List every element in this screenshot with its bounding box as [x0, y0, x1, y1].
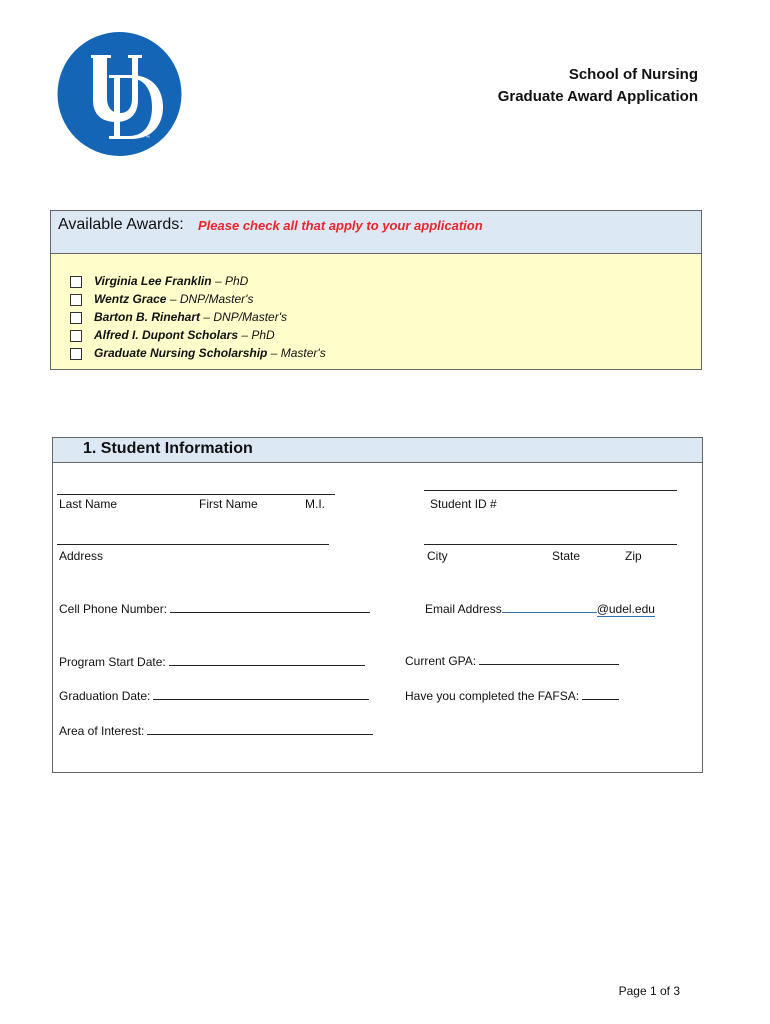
program-start-label: Program Start Date: — [59, 655, 166, 669]
award-name: Graduate Nursing Scholarship — [94, 346, 268, 360]
email-label: Email Address — [425, 602, 502, 616]
graduation-date-field[interactable] — [59, 687, 369, 703]
student-id-field-line[interactable] — [424, 490, 677, 491]
state-label: State — [552, 549, 581, 563]
award-degree: – DNP/Master's — [203, 310, 288, 324]
zip-label: Zip — [625, 549, 642, 563]
award-checkbox[interactable] — [70, 276, 82, 288]
university-logo — [57, 31, 182, 157]
available-awards-section — [50, 210, 702, 370]
area-of-interest-input-line[interactable] — [147, 722, 373, 735]
application-title: Graduate Award Application — [497, 88, 698, 105]
student-id-label: Student ID # — [430, 497, 497, 511]
award-degree: – PhD — [241, 328, 275, 342]
current-gpa-input-line[interactable] — [479, 652, 619, 665]
award-item — [70, 273, 248, 289]
award-checkbox[interactable] — [70, 348, 82, 360]
award-checkbox[interactable] — [70, 312, 82, 324]
award-degree: – Master's — [270, 346, 326, 360]
program-start-input-line[interactable] — [169, 653, 365, 666]
award-checkbox[interactable] — [70, 294, 82, 306]
award-item — [70, 327, 275, 343]
award-item — [70, 345, 326, 361]
student-info-header — [53, 438, 702, 463]
current-gpa-label: Current GPA: — [405, 654, 477, 668]
award-item — [70, 291, 253, 307]
cell-phone-field[interactable] — [59, 600, 370, 616]
award-degree: – DNP/Master's — [169, 292, 254, 306]
svg-text:™: ™ — [145, 135, 150, 141]
awards-header — [51, 211, 701, 254]
fafsa-field[interactable] — [405, 687, 619, 703]
address-field-line[interactable] — [57, 544, 329, 545]
city-state-zip-field-line[interactable] — [424, 544, 677, 545]
current-gpa-field[interactable] — [405, 652, 619, 668]
page-number: Page 1 of 3 — [618, 984, 680, 998]
student-information-section — [52, 437, 703, 773]
awards-title: Available Awards: — [58, 216, 184, 233]
fafsa-label: Have you completed the FAFSA: — [405, 689, 580, 703]
award-item — [70, 309, 287, 325]
award-checkbox[interactable] — [70, 330, 82, 342]
cell-phone-label: Cell Phone Number: — [59, 602, 168, 616]
awards-list — [51, 254, 701, 369]
school-name: School of Nursing — [568, 66, 698, 83]
graduation-date-input-line[interactable] — [153, 687, 369, 700]
program-start-field[interactable] — [59, 653, 365, 669]
fafsa-input-line[interactable] — [582, 687, 619, 700]
email-domain: @udel.edu — [596, 602, 655, 616]
award-name: Virginia Lee Franklin — [94, 274, 212, 288]
graduation-date-label: Graduation Date: — [59, 689, 151, 703]
email-field[interactable] — [425, 600, 655, 616]
area-of-interest-label: Area of Interest: — [59, 724, 145, 738]
mi-label: M.I. — [305, 497, 325, 511]
first-name-label: First Name — [199, 497, 258, 511]
award-name: Alfred I. Dupont Scholars — [94, 328, 239, 342]
award-name: Barton B. Rinehart — [94, 310, 201, 324]
name-field-line[interactable] — [57, 494, 335, 495]
awards-instruction: Please check all that apply to your application — [198, 218, 483, 233]
address-label: Address — [59, 549, 104, 563]
cell-phone-input-line[interactable] — [170, 600, 370, 613]
student-info-title: 1. Student Information — [83, 440, 253, 457]
city-label: City — [427, 549, 448, 563]
area-of-interest-field[interactable] — [59, 722, 373, 738]
award-degree: – PhD — [214, 274, 249, 288]
last-name-label: Last Name — [59, 497, 118, 511]
email-input-line[interactable] — [502, 600, 597, 613]
award-name: Wentz Grace — [94, 292, 167, 306]
